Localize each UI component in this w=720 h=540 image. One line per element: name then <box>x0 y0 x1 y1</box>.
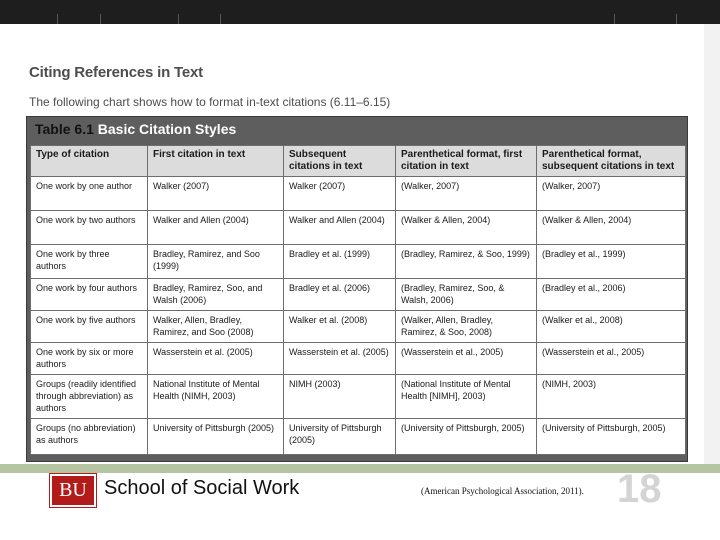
header-first: First citation in text <box>148 146 284 177</box>
header-type: Type of citation <box>31 146 148 177</box>
table-row <box>31 211 686 245</box>
cell-type: One work by five authors <box>31 311 148 343</box>
cell-type: One work by two authors <box>31 211 148 245</box>
cell-type: Groups (no abbreviation) as authors <box>31 419 148 455</box>
table-row <box>31 343 686 375</box>
table-name: Basic Citation Styles <box>97 121 237 137</box>
cell-first: Bradley, Ramirez, Soo, and Walsh (2006) <box>148 279 284 311</box>
source-citation: (American Psychological Association, 2011). <box>421 486 584 496</box>
cell-type: Groups (readily identified through abbreviation) as authors <box>31 375 148 419</box>
cell-type: One work by six or more authors <box>31 343 148 375</box>
bu-logo: BU <box>50 474 96 507</box>
cell-paren-first: (University of Pittsburgh, 2005) <box>396 419 537 455</box>
header-paren-subsequent: Parenthetical format, subsequent citations in text <box>537 146 686 177</box>
cell-first: Bradley, Ramirez, and Soo (1999) <box>148 245 284 279</box>
cell-paren-first: (National Institute of Mental Health [NIMH], 2003) <box>396 375 537 419</box>
cell-paren-subsequent: (Walker et al., 2008) <box>537 311 686 343</box>
cell-subsequent: NIMH (2003) <box>284 375 396 419</box>
table-row <box>31 375 686 419</box>
table-row <box>31 419 686 455</box>
cell-paren-subsequent: (Bradley et al., 1999) <box>537 245 686 279</box>
cell-paren-subsequent: (NIMH, 2003) <box>537 375 686 419</box>
cell-first: National Institute of Mental Health (NIMH, 2003) <box>148 375 284 419</box>
top-bar-divider <box>100 14 101 24</box>
top-bar-divider <box>676 14 677 24</box>
top-bar <box>0 0 720 24</box>
cell-paren-subsequent: (Bradley et al., 2006) <box>537 279 686 311</box>
top-bar-divider <box>178 14 179 24</box>
table-row <box>31 311 686 343</box>
top-bar-divider <box>57 14 58 24</box>
cell-first: Walker (2007) <box>148 177 284 211</box>
cell-first: Wasserstein et al. (2005) <box>148 343 284 375</box>
cell-type: One work by three authors <box>31 245 148 279</box>
footer-accent-bar <box>0 464 720 473</box>
cell-paren-first: (Bradley, Ramirez, & Soo, 1999) <box>396 245 537 279</box>
cell-subsequent: University of Pittsburgh (2005) <box>284 419 396 455</box>
cell-subsequent: Bradley et al. (2006) <box>284 279 396 311</box>
slide-subtitle: The following chart shows how to format in-text citations (6.11–6.15) <box>29 95 391 109</box>
cell-paren-subsequent: (University of Pittsburgh, 2005) <box>537 419 686 455</box>
slide-title: Citing References in Text <box>29 64 203 81</box>
cell-paren-subsequent: (Wasserstein et al., 2005) <box>537 343 686 375</box>
table-title <box>35 121 236 137</box>
cell-type: One work by one author <box>31 177 148 211</box>
header-subsequent: Subsequent citations in text <box>284 146 396 177</box>
cell-paren-subsequent: (Walker & Allen, 2004) <box>537 211 686 245</box>
cell-type: One work by four authors <box>31 279 148 311</box>
slide-number: 18 <box>617 467 662 511</box>
table-row <box>31 279 686 311</box>
table-number: Table 6.1 <box>35 121 94 137</box>
cell-first: University of Pittsburgh (2005) <box>148 419 284 455</box>
cell-paren-first: (Walker & Allen, 2004) <box>396 211 537 245</box>
top-bar-divider <box>614 14 615 24</box>
cell-subsequent: Walker and Allen (2004) <box>284 211 396 245</box>
cell-paren-first: (Walker, Allen, Bradley, Ramirez, & Soo, 2008) <box>396 311 537 343</box>
cell-subsequent: Walker (2007) <box>284 177 396 211</box>
cell-paren-subsequent: (Walker, 2007) <box>537 177 686 211</box>
header-paren-first: Parenthetical format, first citation in text <box>396 146 537 177</box>
right-margin <box>704 24 720 464</box>
school-name: School of Social Work <box>104 477 300 499</box>
cell-paren-first: (Wasserstein et al., 2005) <box>396 343 537 375</box>
cell-subsequent: Wasserstein et al. (2005) <box>284 343 396 375</box>
cell-paren-first: (Bradley, Ramirez, Soo, & Walsh, 2006) <box>396 279 537 311</box>
cell-first: Walker and Allen (2004) <box>148 211 284 245</box>
citation-table <box>30 145 686 455</box>
cell-subsequent: Bradley et al. (1999) <box>284 245 396 279</box>
top-bar-divider <box>220 14 221 24</box>
citation-table-panel <box>26 116 688 462</box>
cell-subsequent: Walker et al. (2008) <box>284 311 396 343</box>
table-row <box>31 177 686 211</box>
cell-paren-first: (Walker, 2007) <box>396 177 537 211</box>
table-header-row <box>31 146 686 177</box>
table-row <box>31 245 686 279</box>
cell-first: Walker, Allen, Bradley, Ramirez, and Soo (2008) <box>148 311 284 343</box>
